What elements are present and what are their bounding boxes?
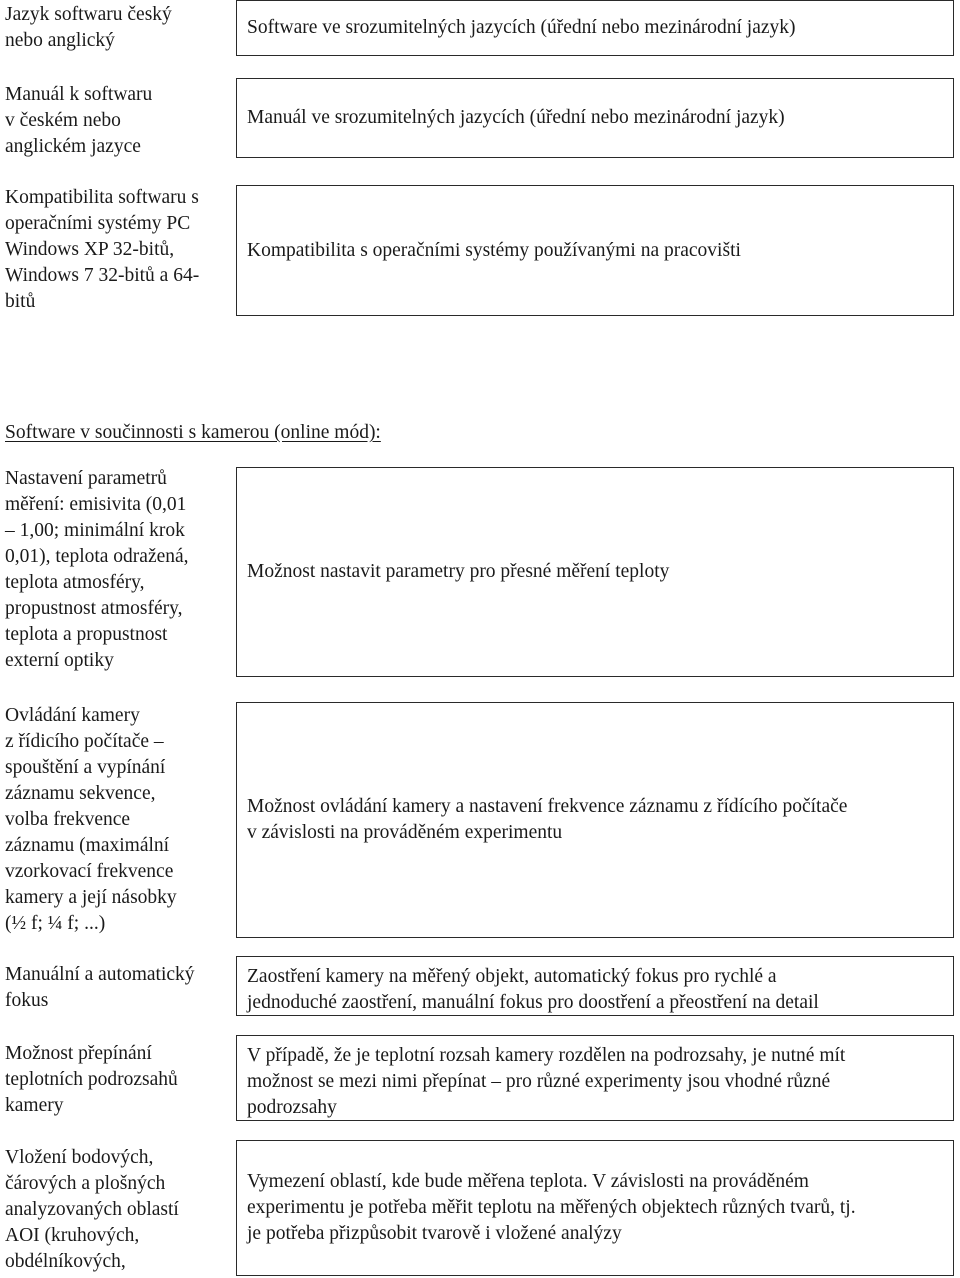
description-box-subranges — [236, 1035, 954, 1121]
description-box-focus — [236, 956, 954, 1016]
description-text-focus: Zaostření kamery na měřený objekt, automatický fokus pro rychlé a jednoduché zaostření, manuální fokus pro doostření a přeostření na detail — [247, 966, 819, 1013]
requirement-label-language: Jazyk softwaru český nebo anglický — [5, 4, 172, 51]
description-text-aoi: Vymezení oblastí, kde bude měřena teplota. V závislosti na prováděném experimentu je potřeba měřit teplotu na měřených objektech různých tvarů, tj. je potřeba přizpůsobit tvarově i vložené analýzy — [247, 1171, 856, 1244]
requirement-label-camera-control: Ovládání kamery z řídicího počítače – spouštění a vypínání záznamu sekvence, volba frekvence záznamu (maximální vzorkovací frekvence kamery a její násobky (½ f; ¼ f; ...) — [5, 705, 177, 934]
description-box-aoi — [236, 1140, 954, 1276]
requirement-label-measurement-params: Nastavení parametrů měření: emisivita (0,01 – 1,00; minimální krok 0,01), teplota odražená, teplota atmosféry, propustnost atmosféry, teplota a propustnost externí optiky — [5, 468, 189, 671]
requirement-label-manual: Manuál k softwaru v českém nebo anglickém jazyce — [5, 84, 153, 157]
description-text-camera-control: Možnost ovládání kamery a nastavení frekvence záznamu z řídícího počítače v závislosti na prováděném experimentu — [247, 796, 848, 843]
requirement-label-focus: Manuální a automatický fokus — [5, 964, 195, 1011]
description-text-language: Software ve srozumitelných jazycích (úřední nebo mezinárodní jazyk) — [247, 17, 796, 38]
description-box-camera-control — [236, 702, 954, 938]
description-box-manual — [236, 78, 954, 158]
description-box-language — [236, 0, 954, 56]
requirement-label-subranges: Možnost přepínání teplotních podrozsahů kamery — [5, 1043, 178, 1116]
requirement-label-compatibility: Kompatibilita softwaru s operačními systémy PC Windows XP 32-bitů, Windows 7 32-bitů a 64- bitů — [5, 187, 200, 312]
description-text-manual: Manuál ve srozumitelných jazycích (úřední nebo mezinárodní jazyk) — [247, 107, 785, 128]
description-box-compatibility — [236, 185, 954, 316]
description-text-measurement-params: Možnost nastavit parametry pro přesné měření teploty — [247, 561, 670, 582]
description-box-measurement-params — [236, 467, 954, 677]
description-text-subranges: V případě, že je teplotní rozsah kamery rozdělen na podrozsahy, je nutné mít možnost se mezi nimi přepínat – pro různé experimenty jsou vhodné různé podrozsahy — [247, 1045, 846, 1118]
section-heading-online-mode: Software v součinnosti s kamerou (online mód): — [5, 422, 381, 443]
description-text-compatibility: Kompatibilita s operačními systémy používanými na pracovišti — [247, 239, 741, 261]
requirement-label-aoi: Vložení bodových, čárových a plošných analyzovaných oblastí AOI (kruhových, obdélníkových, — [5, 1147, 179, 1272]
